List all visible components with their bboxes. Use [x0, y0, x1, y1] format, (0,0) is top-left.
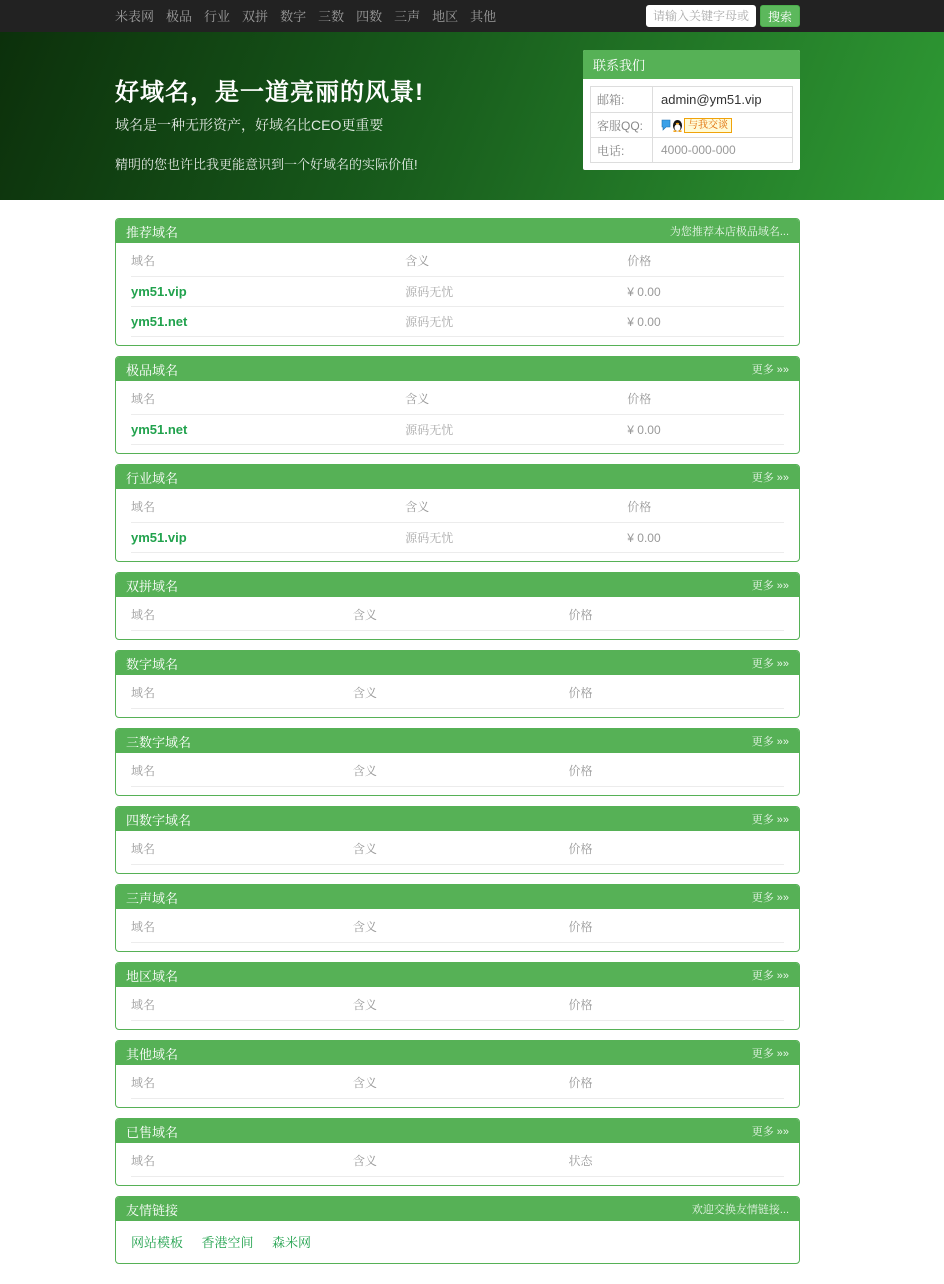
- panel-3digit: [115, 728, 800, 796]
- nav-item-4digit[interactable]: 四数: [356, 9, 383, 24]
- qq-chat-badge[interactable]: [661, 118, 732, 133]
- domain-price: ¥ 0.00: [627, 415, 784, 445]
- panel-header: [116, 1197, 799, 1221]
- panel-3letter: [115, 884, 800, 952]
- panel-note: 为您推荐本店极品域名...: [669, 226, 789, 238]
- col-domain: 域名: [131, 1065, 353, 1099]
- col-status: 状态: [569, 1143, 785, 1177]
- panel-header: [116, 1041, 799, 1065]
- domain-price: ¥ 0.00: [627, 307, 784, 337]
- panel-header: [116, 465, 799, 489]
- col-domain: 域名: [131, 831, 353, 865]
- col-domain: 域名: [131, 987, 353, 1021]
- domain-meaning: 源码无忧: [405, 307, 627, 337]
- email-value: admin@ym51.vip: [661, 92, 762, 107]
- col-domain: 域名: [131, 1143, 353, 1177]
- panel-title: 双拼域名: [126, 578, 179, 594]
- nav-menu: [115, 6, 496, 26]
- friend-link-templates[interactable]: 网站模板: [131, 1235, 184, 1250]
- hero-banner: [0, 32, 944, 200]
- friend-link-hosting[interactable]: 香港空间: [201, 1235, 254, 1250]
- panel-title: 行业域名: [126, 470, 179, 486]
- panel-header: [116, 963, 799, 987]
- panel-title: 三数字域名: [126, 734, 192, 750]
- domain-table: [131, 909, 784, 943]
- col-meaning: 含义: [353, 1143, 568, 1177]
- top-navbar: [0, 0, 944, 32]
- col-price: 价格: [627, 243, 784, 277]
- domain-link[interactable]: ym51.net: [131, 422, 188, 437]
- col-meaning: 含义: [353, 753, 568, 787]
- col-domain: 域名: [131, 909, 353, 943]
- col-domain: 域名: [131, 489, 405, 523]
- domain-link[interactable]: ym51.vip: [131, 284, 187, 299]
- hero-tagline: 精明的您也许比我更能意识到一个好域名的实际价值!: [115, 157, 418, 172]
- table-row: [131, 415, 784, 445]
- col-domain: 域名: [131, 753, 353, 787]
- more-link[interactable]: 更多 »»: [751, 736, 789, 748]
- contact-card-title: 联系我们: [583, 50, 800, 79]
- col-price: 价格: [569, 1065, 785, 1099]
- qq-label: 客服QQ:: [591, 113, 653, 137]
- col-price: 价格: [569, 675, 785, 709]
- search-form: [646, 5, 800, 27]
- panel-header: [116, 573, 799, 597]
- more-link[interactable]: 更多 »»: [751, 814, 789, 826]
- col-meaning: 含义: [353, 831, 568, 865]
- panel-title: 友情链接: [126, 1202, 179, 1218]
- search-button[interactable]: 搜索: [760, 5, 800, 27]
- panel-title: 推荐域名: [126, 224, 179, 240]
- panel-note: 欢迎交换友情链接...: [691, 1204, 789, 1216]
- col-domain: 域名: [131, 381, 405, 415]
- col-price: 价格: [627, 489, 784, 523]
- more-link[interactable]: 更多 »»: [751, 472, 789, 484]
- domain-table: [131, 1065, 784, 1099]
- panel-other: [115, 1040, 800, 1108]
- contact-row-qq: [591, 112, 792, 137]
- col-meaning: 含义: [353, 675, 568, 709]
- col-meaning: 含义: [405, 243, 627, 277]
- contact-table: [590, 86, 793, 163]
- col-price: 价格: [569, 987, 785, 1021]
- col-meaning: 含义: [405, 381, 627, 415]
- panel-header: [116, 1119, 799, 1143]
- panel-4digit: [115, 806, 800, 874]
- hero-title: 好域名，是一道亮丽的风景!: [115, 79, 424, 106]
- panel-friend-links: [115, 1196, 800, 1264]
- email-label: 邮箱:: [591, 87, 653, 112]
- table-row: [131, 523, 784, 553]
- panel-title: 三声域名: [126, 890, 179, 906]
- panel-title: 四数字域名: [126, 812, 192, 828]
- qq-badge-text: 与我交谈: [684, 118, 732, 133]
- more-link[interactable]: 更多 »»: [751, 970, 789, 982]
- domain-table: [131, 381, 784, 445]
- domain-link[interactable]: ym51.vip: [131, 530, 187, 545]
- col-price: 价格: [569, 597, 785, 631]
- col-meaning: 含义: [353, 1065, 568, 1099]
- more-link[interactable]: 更多 »»: [751, 1048, 789, 1060]
- nav-item-3digit[interactable]: 三数: [318, 9, 345, 24]
- domain-link[interactable]: ym51.net: [131, 314, 188, 329]
- panel-header: [116, 807, 799, 831]
- contact-row-email: [591, 87, 792, 112]
- contact-row-phone: [591, 137, 792, 162]
- domain-table: [131, 489, 784, 553]
- search-input[interactable]: [646, 5, 756, 27]
- col-domain: 域名: [131, 243, 405, 277]
- col-domain: 域名: [131, 597, 353, 631]
- nav-item-home[interactable]: 米表网: [115, 9, 155, 24]
- panel-recommended: [115, 218, 800, 346]
- panel-pinyin: [115, 572, 800, 640]
- more-link[interactable]: 更多 »»: [751, 364, 789, 376]
- table-row: [131, 277, 784, 307]
- panel-numeric: [115, 650, 800, 718]
- col-price: 价格: [627, 381, 784, 415]
- col-domain: 域名: [131, 675, 353, 709]
- domain-meaning: 源码无忧: [405, 277, 627, 307]
- panel-title: 已售域名: [126, 1124, 179, 1140]
- nav-item-other[interactable]: 其他: [470, 9, 497, 24]
- phone-value: 4000-000-000: [661, 143, 736, 157]
- panel-header: [116, 651, 799, 675]
- panel-industry: [115, 464, 800, 562]
- panel-premium: [115, 356, 800, 454]
- col-meaning: 含义: [353, 987, 568, 1021]
- domain-price: ¥ 0.00: [627, 277, 784, 307]
- nav-item-premium[interactable]: 极品: [166, 9, 193, 24]
- panel-title: 数字域名: [126, 656, 179, 672]
- panel-sold: [115, 1118, 800, 1186]
- panel-header: [116, 219, 799, 243]
- panel-header: [116, 357, 799, 381]
- panel-header: [116, 729, 799, 753]
- nav-item-region[interactable]: 地区: [432, 9, 459, 24]
- more-link[interactable]: 更多 »»: [751, 658, 789, 670]
- col-price: 价格: [569, 831, 785, 865]
- col-price: 价格: [569, 753, 785, 787]
- panel-title: 极品域名: [126, 362, 179, 378]
- col-price: 价格: [569, 909, 785, 943]
- qq-penguin-icon: [672, 119, 683, 132]
- panel-title: 其他域名: [126, 1046, 179, 1062]
- main-content: [0, 200, 944, 1284]
- domain-table: [131, 753, 784, 787]
- nav-item-3letter[interactable]: 三声: [394, 9, 421, 24]
- contact-card: [583, 50, 800, 170]
- domain-table: [131, 831, 784, 865]
- domain-table: [131, 675, 784, 709]
- nav-item-numeric[interactable]: 数字: [280, 9, 307, 24]
- panel-title: 地区域名: [126, 968, 179, 984]
- domain-table: [131, 597, 784, 631]
- col-meaning: 含义: [353, 909, 568, 943]
- col-meaning: 含义: [405, 489, 627, 523]
- friend-link-senmi[interactable]: 森米网: [271, 1235, 311, 1250]
- domain-table: [131, 1143, 784, 1177]
- domain-meaning: 源码无忧: [405, 415, 627, 445]
- panel-header: [116, 885, 799, 909]
- panel-region: [115, 962, 800, 1030]
- nav-item-pinyin[interactable]: 双拼: [242, 9, 269, 24]
- domain-price: ¥ 0.00: [627, 523, 784, 553]
- qq-bubble-icon: [661, 119, 671, 131]
- nav-item-industry[interactable]: 行业: [204, 9, 231, 24]
- domain-meaning: 源码无忧: [405, 523, 627, 553]
- more-link[interactable]: 更多 »»: [751, 892, 789, 904]
- more-link[interactable]: 更多 »»: [751, 1126, 789, 1138]
- domain-table: [131, 987, 784, 1021]
- col-meaning: 含义: [353, 597, 568, 631]
- table-row: [131, 307, 784, 337]
- domain-table: [131, 243, 784, 337]
- phone-label: 电话:: [591, 138, 653, 162]
- hero-subtitle: 域名是一种无形资产，好域名比CEO更重要: [115, 117, 384, 133]
- more-link[interactable]: 更多 »»: [751, 580, 789, 592]
